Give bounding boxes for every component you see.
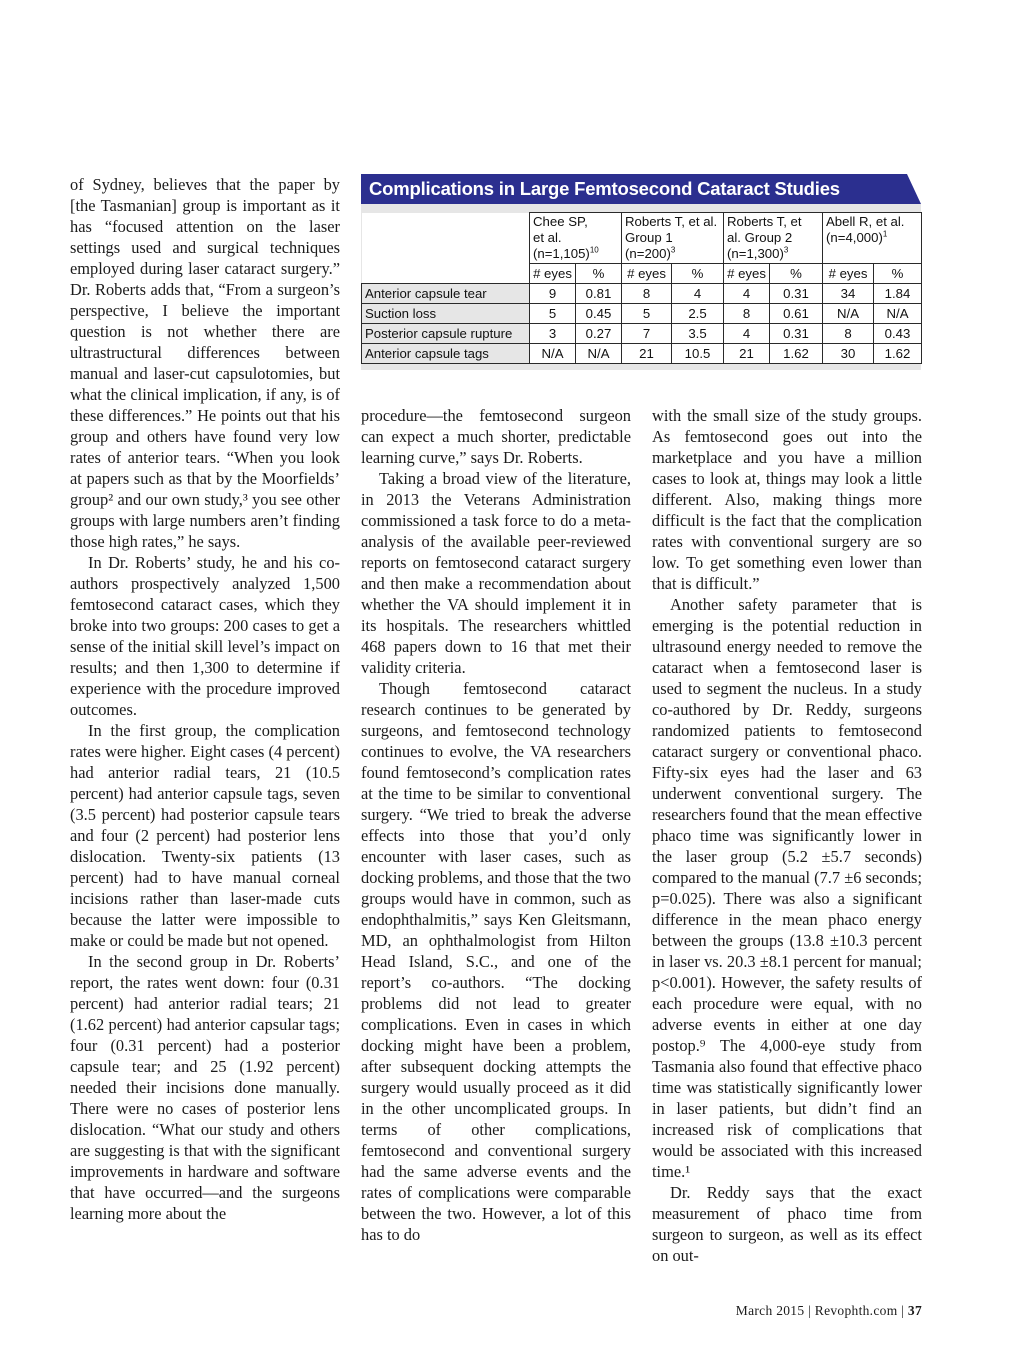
article-column-2 bbox=[361, 405, 631, 1245]
row-label: Anterior capsule tags bbox=[362, 344, 530, 364]
column-header: # eyes bbox=[823, 264, 874, 284]
footer-separator: | bbox=[808, 1303, 812, 1318]
table-cell: 3.5 bbox=[672, 324, 724, 344]
table-cell: 4 bbox=[724, 284, 770, 304]
table-row bbox=[362, 284, 922, 304]
table-row bbox=[362, 344, 922, 364]
table-cell: 4 bbox=[724, 324, 770, 344]
site-name: Revophth.com bbox=[814, 1303, 898, 1318]
table-cell: 0.45 bbox=[576, 304, 622, 324]
paragraph: In the second group in Dr. Roberts’ report, the rates went down: four (0.31 percent) had anterior radial tears; 21 (1.62 percent) had anterior capsular tags; four (0.31 percent) had a posterior capsule tear; and 25 (1.92 percent) needed their incisions done manually. There were no cases of posterior lens dislocation. “What our study and others are suggesting is that with the significant improvements in hardware and software that have occurred—and the surgeons learning more about the bbox=[70, 952, 340, 1223]
table-row bbox=[362, 324, 922, 344]
column-header: % bbox=[874, 264, 922, 284]
paragraph: Another safety parameter that is emerging is the potential reduction in ultrasound energy needed to remove the cataract when a femtosecond laser is used to segment the nucleus. In a study co-authored by Dr. Reddy, surgeons randomized patients to femtosecond cataract surgery or conventional phaco. Fifty-six eyes had the laser and 63 underwent conventional surgery. The researchers found that the mean effective phaco time was significantly lower in the laser group (5.2 ±5.7 seconds) compared to the manual (7.7 ±6 seconds; p=0.025). There was also a significant difference in the mean phaco energy between the groups (13.8 ±10.3 percent in laser vs. 20.3 ±8.1 percent for manual; p<0.001). However, the safety results of each procedure were equal, with no adverse events in either at one day postop.⁹ The 4,000-eye study from Tasmania also found that effective phaco time was statistically significantly lower in laser patients, but didn’t find an increased risk of complications that would be associated with this increased time.¹ bbox=[652, 595, 922, 1181]
table-cell: 1.62 bbox=[770, 344, 823, 364]
study-header: Roberts T, et al. Group 2 (n=1,300)$^3$ bbox=[724, 213, 823, 264]
table-cell: 0.27 bbox=[576, 324, 622, 344]
table-cell: 30 bbox=[823, 344, 874, 364]
table-cell: 0.81 bbox=[576, 284, 622, 304]
table-background bbox=[361, 204, 921, 370]
paragraph: Though femtosecond cataract research continues to be generated by surgeons, and femtosecond technology continues to evolve, the VA researchers found femtosecond’s complication rates at the time to be similar to conventional surgery. “We tried to break the adverse effects into those that you’d only encounter with laser cases, such as docking problems, and those that the two groups would have in common, such as endophthalmitis,” says Ken Gleitsmann, MD, an ophthalmologist from Hilton Head Island, S.C., and one of the report’s co-authors. “The docking problems did not lead to greater complications. Even in cases in which docking might have been a problem, after subsequent docking attempts the surgery would usually proceed as it did in the other uncomplicated groups. In terms of other complications, femtosecond and conventional surgery had the same adverse events and the rates of complications were comparable between the two. However, a lot of this has to do bbox=[361, 679, 631, 1244]
study-header: Roberts T, et al. Group 1 (n=200)$^3$ bbox=[622, 213, 724, 264]
table-cell: N/A bbox=[530, 344, 576, 364]
table-cell: 10.5 bbox=[672, 344, 724, 364]
paragraph: In Dr. Roberts’ study, he and his co-authors prospectively analyzed 1,500 femtosecond cataract cases, which they broke into two groups: 200 cases to get a sense of the initial skill level’s impact on results; and then 1,300 to determine if experience with the procedure improved outcomes. bbox=[70, 553, 340, 719]
table-cell: 3 bbox=[530, 324, 576, 344]
table-cell: 0.43 bbox=[874, 324, 922, 344]
row-label: Anterior capsule tear bbox=[362, 284, 530, 304]
paragraph: In the first group, the complication rates were higher. Eight cases (4 percent) had anterior radial tears, 21 (10.5 percent) had anterior capsule tags, seven (3.5 percent) had posterior capsule tears and four (2 percent) had posterior lens dislocation. Twenty-six patients (13 percent) had to have manual corneal incisions rather than laser-made cuts because the latter were impossible to make or could be made but not opened. bbox=[70, 721, 340, 950]
issue-date: March 2015 bbox=[735, 1303, 805, 1318]
table-cell: N/A bbox=[874, 304, 922, 324]
study-header: Abell R, et al. (n=4,000)$^1$ bbox=[823, 213, 922, 264]
table-cell: 0.31 bbox=[770, 324, 823, 344]
paragraph: Dr. Reddy says that the exact measurement of phaco time from surgeon to surgeon, as well as its effect on out- bbox=[652, 1183, 922, 1265]
table-cell: N/A bbox=[823, 304, 874, 324]
paragraph: of Sydney, believes that the paper by [the Tasmanian] group is important as it has “focused attention on the laser settings used and surgical techniques employed during laser cataract surgery.” Dr. Roberts adds that, “From a surgeon’s perspective, I believe the important question is not whether there are ultrastructural differences between manual and laser-cut capsulotomies, but what the clinical implication, if any, is of these differences.” He points out that his group and others have found very low rates of anterior tears. “When you look at papers such as that by the Moorfields’ group² and our own study,³ you see other groups with large numbers aren’t finding those high rates,” he says. bbox=[70, 175, 340, 551]
table-cell: 0.61 bbox=[770, 304, 823, 324]
study-header: Chee SP, et al. (n=1,105)$^{10}$ bbox=[530, 213, 622, 264]
paragraph: Taking a broad view of the literature, in 2013 the Veterans Administration commissioned a task force to do a meta-analysis of the available peer-reviewed reports on femtosecond cataract surgery and then make a recommendation about whether the VA should implement it in its hospitals. The researchers whittled 468 papers down to 16 that met their validity criteria. bbox=[361, 469, 631, 677]
column-header: # eyes bbox=[622, 264, 672, 284]
column-header: % bbox=[672, 264, 724, 284]
row-label: Suction loss bbox=[362, 304, 530, 324]
table-cell: 8 bbox=[622, 284, 672, 304]
table-row bbox=[362, 304, 922, 324]
table-cell: 21 bbox=[724, 344, 770, 364]
column-header: # eyes bbox=[530, 264, 576, 284]
table-cell: 2.5 bbox=[672, 304, 724, 324]
article-column-1 bbox=[70, 174, 340, 1224]
table-cell: 8 bbox=[823, 324, 874, 344]
table-cell: 5 bbox=[622, 304, 672, 324]
article-column-3 bbox=[652, 405, 922, 1266]
complications-table bbox=[361, 212, 922, 364]
table-cell: 1.84 bbox=[874, 284, 922, 304]
table-cell: 34 bbox=[823, 284, 874, 304]
page-footer bbox=[668, 1303, 922, 1319]
table-corner bbox=[362, 213, 530, 264]
table-cell: 9 bbox=[530, 284, 576, 304]
column-header: % bbox=[576, 264, 622, 284]
column-header: % bbox=[770, 264, 823, 284]
table-cell: 0.31 bbox=[770, 284, 823, 304]
table-title: Complications in Large Femtosecond Cataract Studies bbox=[361, 174, 921, 204]
paragraph: procedure—the femtosecond surgeon can expect a much shorter, predictable learning curve,” says Dr. Roberts. bbox=[361, 406, 631, 467]
table-cell: 7 bbox=[622, 324, 672, 344]
table-cell: 4 bbox=[672, 284, 724, 304]
table-cell: 1.62 bbox=[874, 344, 922, 364]
column-header: # eyes bbox=[724, 264, 770, 284]
row-label: Posterior capsule rupture bbox=[362, 324, 530, 344]
table-cell: 5 bbox=[530, 304, 576, 324]
table-cell: 21 bbox=[622, 344, 672, 364]
page-number: 37 bbox=[907, 1303, 922, 1318]
table-cell: N/A bbox=[576, 344, 622, 364]
paragraph: with the small size of the study groups. As femtosecond goes out into the marketplace and you have a million cases to look at, things may look a little different. Also, making things more difficult is the fact that the complication rates with conventional surgery are so low. To get something even lower than that is difficult.” bbox=[652, 406, 922, 593]
complications-table-box bbox=[361, 174, 921, 370]
footer-separator: | bbox=[901, 1303, 905, 1318]
table-cell: 8 bbox=[724, 304, 770, 324]
